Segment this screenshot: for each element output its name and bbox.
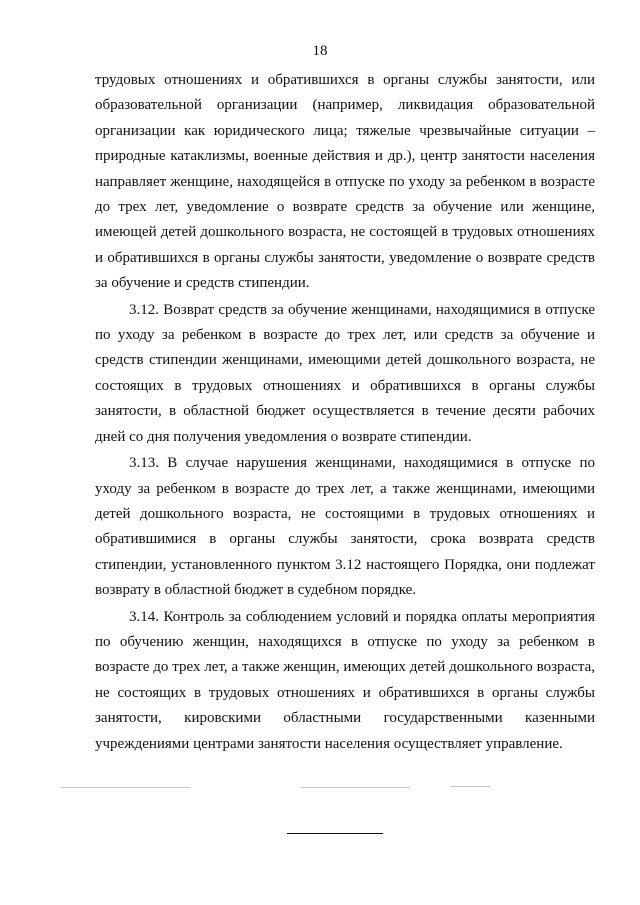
- scan-artifact-line: [300, 787, 410, 788]
- footer-divider: [287, 833, 383, 834]
- paragraph-continuation: трудовых отношениях и обратившихся в органы службы занятости, или образовательной организации (например, ликвидация образовательной организации как юридического лица; тяжелые чрезвычайные ситуации – природные катаклизмы, военные действия и др.), центр занятости населения направляет женщине, находящейся в отпуске по уходу за ребенком в возрасте до трех лет, уведомление о возврате средств за обучение или женщине, имеющей детей дошкольного возраста, не состоящей в трудовых отношениях и обратившихся в органы службы занятости, уведомление о возврате средств за обучение и средств стипендии.: [95, 72, 595, 292]
- paragraph-clause-3-14: 3.14. Контроль за соблюдением условий и порядка оплаты мероприятия по обучению женщин, находящихся в отпуске по уходу за ребенком в возрасте до трех лет, а также женщин, имеющих детей дошкольного возраста, не состоящих в трудовых отношениях и обратившихся в органы службы занятости, кировскими областными государственными казенными учреждениями центрами занятости населения осуществляет управление.: [95, 608, 595, 752]
- scan-artifact-line: [450, 786, 490, 787]
- scan-artifact-line: [60, 787, 190, 788]
- paragraph-clause-3-13: 3.13. В случае нарушения женщинами, находящимися в отпуске по уходу за ребенком в возрасте до трех лет, а также женщинами, имеющими детей дошкольного возраста, не состоящими в трудовых отношениях и обратившимися в органы службы занятости, срока возврата средств стипендии, установленного пунктом 3.12 настоящего Порядка, они подлежат возврату в областной бюджет в судебном порядке.: [95, 455, 595, 599]
- document-body: [95, 68, 595, 757]
- page-number: 18: [312, 43, 328, 59]
- paragraph-clause-3-12: 3.12. Возврат средств за обучение женщинами, находящимися в отпуске по уходу за ребенком в возрасте до трех лет, или средств за обучение и средств стипендии женщинами, имеющими детей дошкольного возраста, не состоящих в трудовых отношениях и обратившихся в органы службы занятости, в областной бюджет осуществляется в течение десяти рабочих дней со дня получения уведомления о возврате стипендии.: [95, 301, 595, 445]
